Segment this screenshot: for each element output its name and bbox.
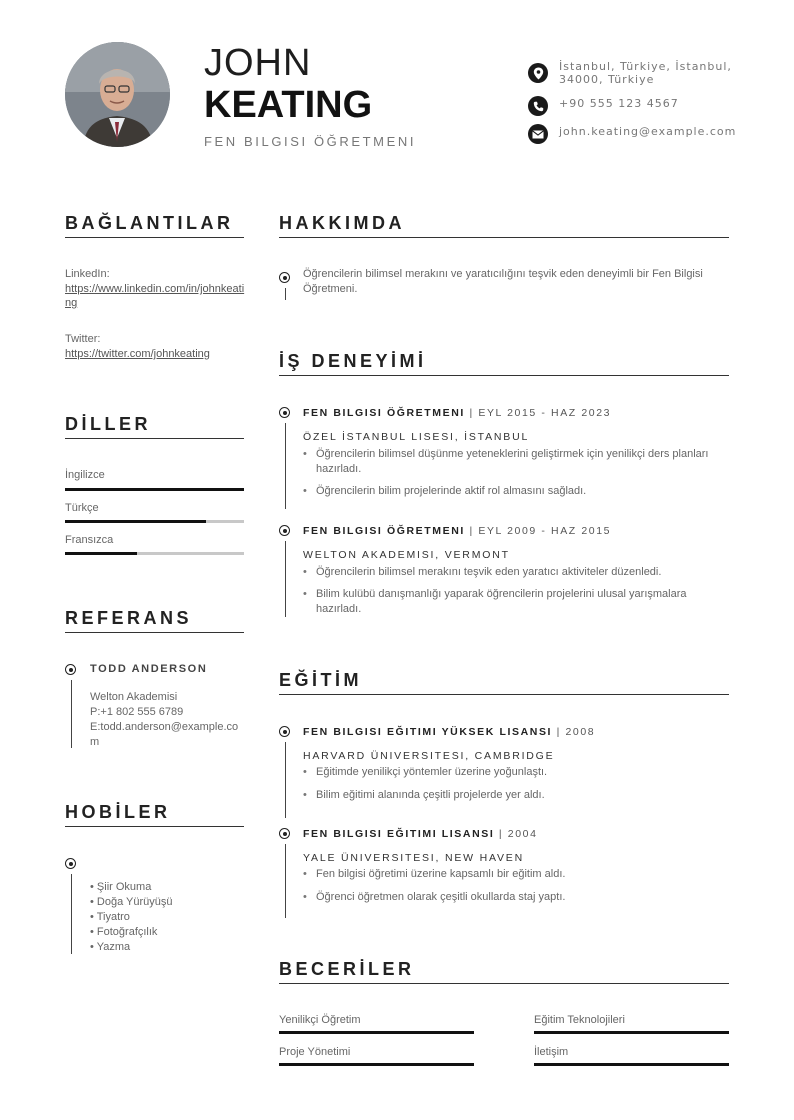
hobbies-section-title: HOBİLER xyxy=(65,802,171,822)
language-name: Fransızca xyxy=(65,534,114,546)
timeline-line xyxy=(285,742,286,818)
skill-level-bar xyxy=(534,1031,729,1034)
reference-email: E:todd.anderson@example.com xyxy=(90,721,239,748)
skills-section-title: BECERİLER xyxy=(279,959,415,979)
hobby-item: • Yazma xyxy=(90,941,131,953)
reference-phone: P:+1 802 555 6789 xyxy=(90,706,184,718)
links-section-title: BAĞLANTILAR xyxy=(65,213,234,233)
timeline-marker-icon xyxy=(65,858,76,869)
contact-address: İstanbul, Türkiye, İstanbul, 34000, Türkiye xyxy=(559,60,732,86)
graduation-year: 2004 xyxy=(507,828,538,840)
section-divider xyxy=(279,694,729,695)
timeline-line xyxy=(71,680,72,748)
job-bullet: • Öğrencilerin bilimsel düşünme yeteneklerini geliştirmek için yenilikçi ders planları hazırladı. xyxy=(316,447,726,477)
timeline-marker-icon xyxy=(65,664,76,675)
language-level-fill xyxy=(65,552,137,555)
language-name: İngilizce xyxy=(65,469,105,481)
separator: | xyxy=(469,525,474,537)
job-bullet: • Bilim kulübü danışmanlığı yaparak öğrencilerin projelerini ulusal yarışmalara hazırladı. xyxy=(316,587,726,617)
skill-level-bar xyxy=(534,1063,729,1066)
references-section-title: REFERANS xyxy=(65,608,193,628)
degree: FEN BILGISI EĞITIMI YÜKSEK LISANSI xyxy=(303,726,553,738)
language-name: Türkçe xyxy=(65,502,99,514)
email-icon xyxy=(528,124,548,144)
hobby-item: • Şiir Okuma xyxy=(90,881,152,893)
experience-section-title: İŞ DENEYİMİ xyxy=(279,351,427,371)
hobby-item: • Doğa Yürüyüşü xyxy=(90,896,173,908)
education-bullet: • Öğrenci öğretmen olarak çeşitli okullarda staj yaptı. xyxy=(316,890,726,905)
separator: | xyxy=(498,828,504,840)
timeline-line xyxy=(285,288,286,300)
timeline-line xyxy=(285,423,286,509)
education-section-title: EĞİTİM xyxy=(279,670,362,690)
language-level-fill xyxy=(65,488,244,491)
timeline-marker-icon xyxy=(279,726,290,737)
job-bullet: • Öğrencilerin bilim projelerinde aktif rol almasını sağladı. xyxy=(316,484,726,499)
hobby-item: • Fotoğrafçılık xyxy=(90,926,158,938)
hobby-item: • Tiyatro xyxy=(90,911,130,923)
contact-phone: +90 555 123 4567 xyxy=(559,97,679,110)
contact-email[interactable]: john.keating@example.com xyxy=(559,125,737,138)
timeline-line xyxy=(285,541,286,617)
location-pin-icon xyxy=(528,63,548,83)
job-heading xyxy=(303,524,611,538)
job-organization: ÖZEL İSTANBUL LISESI, İSTANBUL xyxy=(303,431,530,443)
education-bullet: • Fen bilgisi öğretimi üzerine kapsamlı bir eğitim aldı. xyxy=(316,867,726,882)
linkedin-label: LinkedIn: xyxy=(65,268,110,280)
skill-name: Eğitim Teknolojileri xyxy=(534,1014,625,1026)
job-role: FEN BILGISI ÖĞRETMENI xyxy=(303,407,465,419)
graduation-year: 2008 xyxy=(565,726,596,738)
section-divider xyxy=(65,438,244,439)
section-divider xyxy=(65,237,244,238)
education-heading xyxy=(303,827,538,841)
profile-photo xyxy=(65,42,170,147)
timeline-marker-icon xyxy=(279,272,290,283)
reference-name: TODD ANDERSON xyxy=(90,663,208,675)
language-level-track xyxy=(65,488,244,491)
job-heading xyxy=(303,406,611,420)
twitter-link[interactable]: https://twitter.com/johnkeating xyxy=(65,348,210,360)
skill-name: İletişim xyxy=(534,1046,569,1058)
language-level-fill xyxy=(65,520,206,523)
about-section-title: HAKKIMDA xyxy=(279,213,405,233)
job-dates: EYL 2015 - HAZ 2023 xyxy=(478,407,612,419)
job-dates: EYL 2009 - HAZ 2015 xyxy=(478,525,612,537)
last-name: KEATING xyxy=(204,84,373,126)
timeline-marker-icon xyxy=(279,828,290,839)
separator: | xyxy=(469,407,474,419)
portrait-photo-icon xyxy=(65,42,170,147)
skill-level-bar xyxy=(279,1063,474,1066)
job-organization: WELTON AKADEMISI, VERMONT xyxy=(303,549,510,561)
section-divider xyxy=(65,826,244,827)
skill-name: Proje Yönetimi xyxy=(279,1046,351,1058)
school-name: HARVARD ÜNIVERSITESI, CAMBRIDGE xyxy=(303,750,555,762)
timeline-marker-icon xyxy=(279,525,290,536)
job-title: FEN BILGISI ÖĞRETMENI xyxy=(204,134,417,149)
timeline-line xyxy=(285,844,286,918)
job-bullet: • Öğrencilerin bilimsel merakını teşvik eden yaratıcı aktiviteler düzenledi. xyxy=(316,565,726,580)
school-name: YALE ÜNIVERSITESI, NEW HAVEN xyxy=(303,852,524,864)
job-role: FEN BILGISI ÖĞRETMENI xyxy=(303,525,465,537)
separator: | xyxy=(556,726,561,738)
skill-name: Yenilikçi Öğretim xyxy=(279,1014,361,1026)
reference-company: Welton Akademisi xyxy=(90,691,178,703)
degree: FEN BILGISI EĞITIMI LISANSI xyxy=(303,828,495,840)
section-divider xyxy=(279,237,729,238)
skill-level-bar xyxy=(279,1031,474,1034)
education-bullet: • Eğitimde yenilikçi yöntemler üzerine yoğunlaştı. xyxy=(316,765,726,780)
education-bullet: • Bilim eğitimi alanında çeşitli projelerde yer aldı. xyxy=(316,788,726,803)
languages-section-title: DİLLER xyxy=(65,414,151,434)
linkedin-link[interactable]: https://www.linkedin.com/in/johnkeating xyxy=(65,283,245,309)
language-level-track xyxy=(65,520,244,523)
section-divider xyxy=(279,375,729,376)
twitter-label: Twitter: xyxy=(65,333,101,345)
education-heading xyxy=(303,725,595,739)
phone-icon xyxy=(528,96,548,116)
first-name: JOHN xyxy=(204,42,312,84)
timeline-marker-icon xyxy=(279,407,290,418)
timeline-line xyxy=(71,874,72,954)
about-text: Öğrencilerin bilimsel merakını ve yaratıcılığını teşvik eden deneyimli bir Fen Bilgisi Öğretmeni. xyxy=(303,268,703,295)
language-level-track xyxy=(65,552,244,555)
section-divider xyxy=(65,632,244,633)
section-divider xyxy=(279,983,729,984)
